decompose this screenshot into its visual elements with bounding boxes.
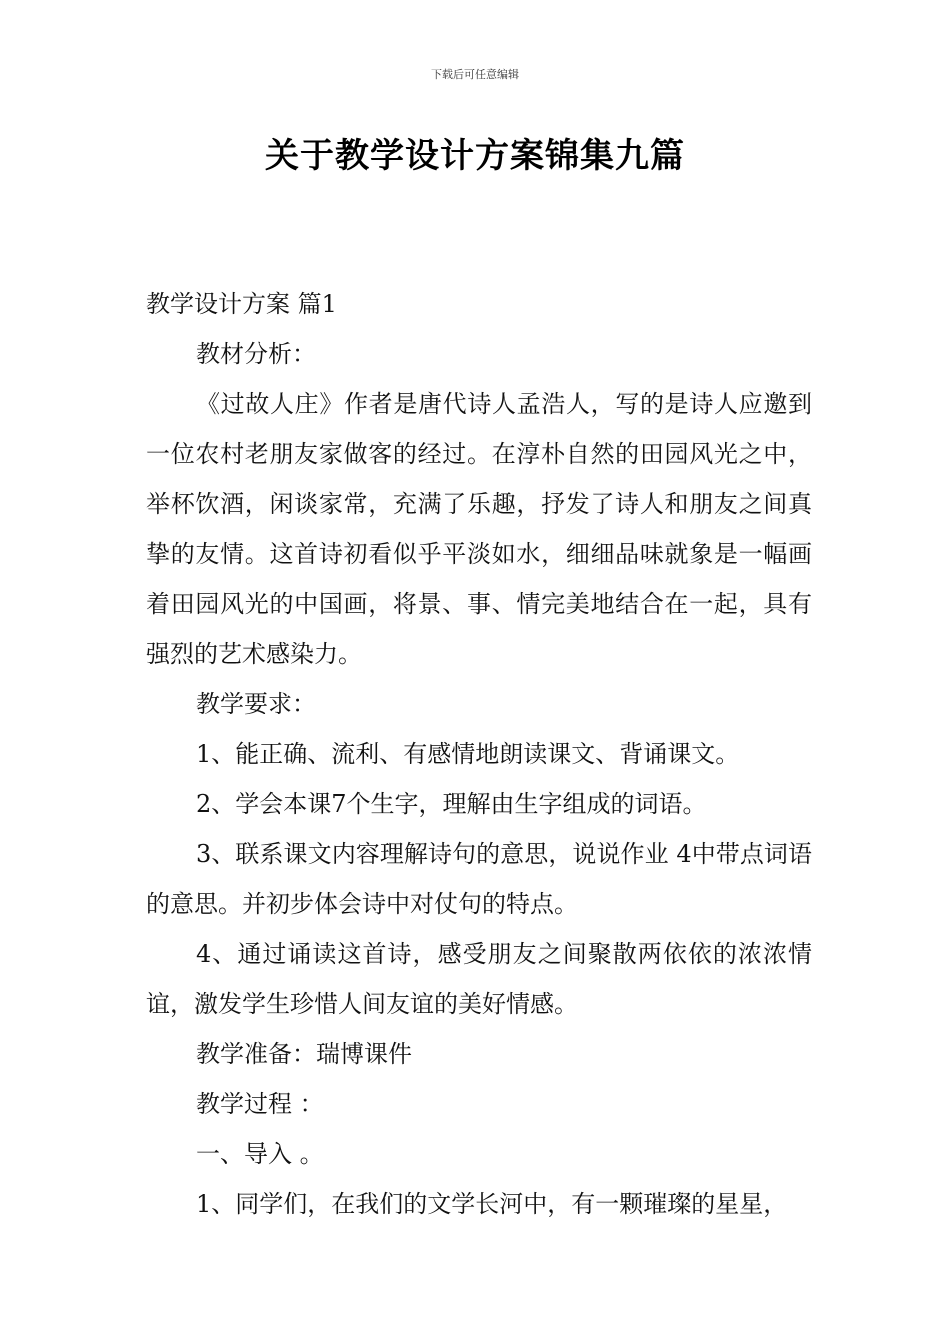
paragraph-heading-process: 教学过程 ： xyxy=(196,1090,324,1118)
requirement-item-3: 3、联系课文内容理解诗句的意思，说说作业 4中带点词语的意思。并初步体会诗中对仗句的特点。 xyxy=(146,840,812,918)
requirement-item-4: 4、通过诵读这首诗，感受朋友之间聚散两依依的浓浓情谊，激发学生珍惜人间友谊的美好情感。 xyxy=(146,940,812,1018)
paragraph-material-analysis: 《过故人庄》作者是唐代诗人孟浩人，写的是诗人应邀到一位农村老朋友家做客的经过。在淳朴自然的田园风光之中，举杯饮酒，闲谈家常，充满了乐趣，抒发了诗人和朋友之间真挚的友情。这首诗初看似乎平淡如水，细细品味就象是一幅画着田园风光的中国画，将景、事、情完美地结合在一起，具有强烈的艺术感染力。 xyxy=(146,390,812,668)
paragraph-step-intro: 一、导入 。 xyxy=(196,1140,324,1168)
paragraph-step-intro-1: 1、同学们，在我们的文学长河中，有一颗璀璨的星星， xyxy=(196,1190,788,1218)
requirement-item-1: 1、能正确、流利、有感情地朗读课文、背诵课文。 xyxy=(196,740,740,768)
section-heading: 教学设计方案 篇1 xyxy=(146,290,337,318)
header-note: 下载后可任意编辑 xyxy=(431,68,519,81)
paragraph-heading-material-analysis: 教材分析： xyxy=(196,340,316,368)
document-body xyxy=(146,279,812,1229)
paragraph-heading-requirements: 教学要求： xyxy=(196,690,316,718)
requirement-item-2: 2、学会本课7个生字，理解由生字组成的词语。 xyxy=(196,790,707,818)
paragraph-preparation: 教学准备：瑞博课件 xyxy=(196,1040,412,1068)
document-title: 关于教学设计方案锦集九篇 xyxy=(265,136,685,176)
